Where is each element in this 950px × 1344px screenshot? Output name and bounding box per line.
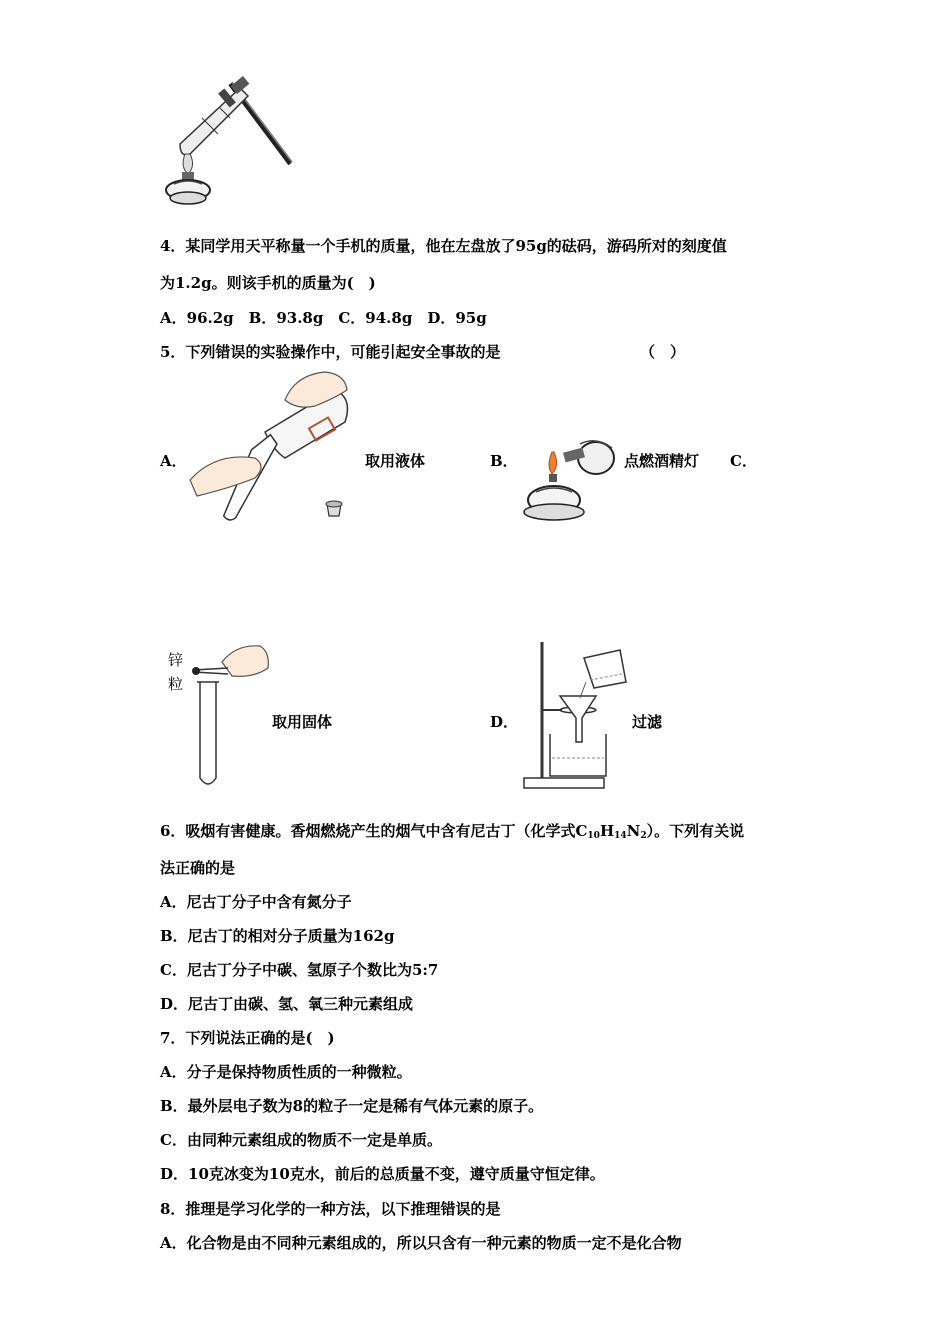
filtration-figure	[520, 638, 630, 794]
q5-option-b-letter: B．	[490, 452, 518, 470]
q5-answer-paren: （ ）	[640, 343, 686, 361]
q6-stem-line1-post: ）。下列有关说	[646, 822, 745, 840]
q6-stem-line1-pre: 6．吸烟有害健康。香烟燃烧产生的烟气中含有尼古丁（化学式	[160, 822, 576, 840]
pour-liquid-figure	[185, 370, 355, 525]
q4-options: A．96.2g B．93.8g C．94.8g D．95g	[160, 309, 487, 327]
q4-stem-line2: 为1.2g。则该手机的质量为( )	[160, 274, 376, 292]
formula-h: H	[599, 822, 615, 840]
q8-option-a: A．化合物是由不同种元素组成的，所以只含有一种元素的物质一定不是化合物	[160, 1234, 682, 1252]
q7-option-b: B．最外层电子数为8的粒子一定是稀有气体元素的原子。	[160, 1097, 544, 1115]
q5-option-d-text: 过滤	[632, 713, 663, 731]
q7-option-d: D．10克冰变为10克水，前后的总质量不变，遵守质量守恒定律。	[160, 1165, 605, 1183]
q7-option-c: C．由同种元素组成的物质不一定是单质。	[160, 1131, 442, 1149]
q6-option-c: C．尼古丁分子中碳、氢原子个数比为5:7	[160, 961, 439, 979]
q6-option-b: B．尼古丁的相对分子质量为162g	[160, 927, 395, 945]
formula-n-subscript: 2	[640, 831, 647, 841]
formula-c: C	[575, 822, 588, 840]
formula-h-subscript: 14	[614, 831, 627, 841]
zinc-label-char1: 锌	[168, 651, 184, 669]
q5-option-b-text: 点燃酒精灯	[624, 452, 700, 470]
zinc-label-char2: 粒	[168, 675, 184, 693]
q5-option-c-letter: C．	[730, 452, 757, 470]
q5-option-a-text: 取用液体	[365, 452, 426, 470]
heating-apparatus-figure	[160, 72, 300, 212]
q6-option-d: D．尼古丁由碳、氢、氧三种元素组成	[160, 995, 414, 1013]
formula-n: N	[626, 822, 641, 840]
q6-stem-line1	[160, 821, 744, 846]
q5-option-c-text: 取用固体	[272, 713, 333, 731]
formula-c-subscript: 10	[587, 831, 600, 841]
q5-option-d-letter: D．	[490, 713, 519, 731]
q4-stem-line1: 4．某同学用天平称量一个手机的质量，他在左盘放了95g的砝码，游码所对的刻度值	[160, 237, 727, 255]
take-solid-figure	[188, 642, 270, 792]
q5-stem: 5．下列错误的实验操作中，可能引起安全事故的是	[160, 343, 501, 361]
q8-stem: 8．推理是学习化学的一种方法，以下推理错误的是	[160, 1200, 501, 1218]
q7-stem: 7．下列说法正确的是( )	[160, 1029, 335, 1047]
light-lamp-figure	[518, 430, 618, 526]
q5-option-a-letter: A．	[160, 452, 187, 470]
q6-option-a: A．尼古丁分子中含有氮分子	[160, 893, 352, 911]
q7-option-a: A．分子是保持物质性质的一种微粒。	[160, 1063, 412, 1081]
q6-stem-line2: 法正确的是	[160, 859, 236, 877]
